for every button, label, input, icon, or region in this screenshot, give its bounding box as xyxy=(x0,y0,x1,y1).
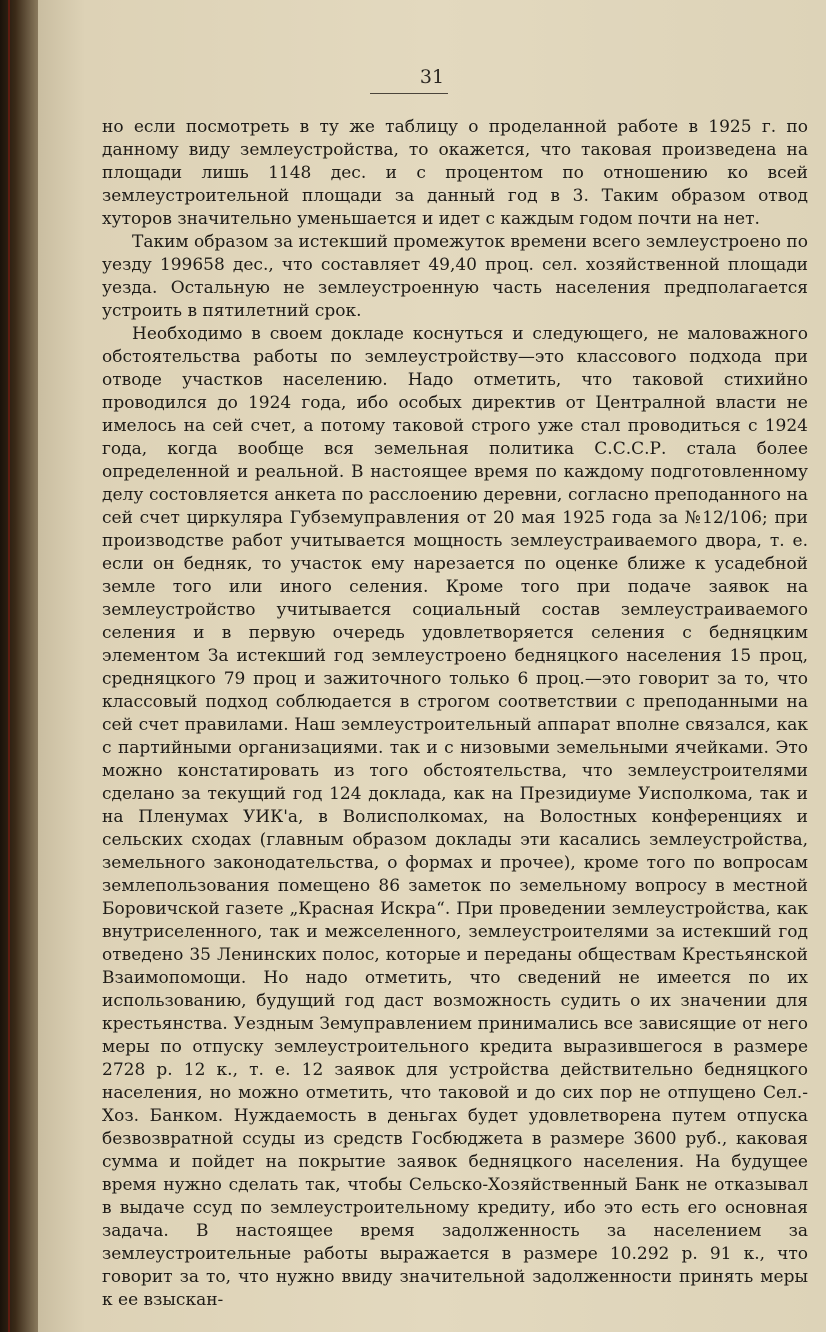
book-binding-edge xyxy=(0,0,38,1332)
page-number: 31 xyxy=(419,66,445,88)
paragraph-class-approach: Необходимо в своем докладе коснуться и следующего, не маловажного обстоятельства работы по землеустройству—это классового подхода при отводе участков населению. Надо отметить, что таковой стихийно проводился до 1924 года, ибо особых директив от Централной власти не имелось на сей счет, а потому таковой строго уже стал проводиться с 1924 года, когда вообще вся земельная политика С.С.С.Р. стала более определенной и реальной. В настоящее время по каждому подготовленному делу состовляется анкета по расслоению деревни, согласно преподанного на сей счет циркуляра Губземуправления от 20 мая 1925 года за №12/106; при производстве работ учитывается мощность землеустраиваемого двора, т. е. если он бедняк, то участок ему нарезается по оценке ближе к усадебной земле того или иного селения. Кроме того при подаче заявок на землеустройство учитывается социальный состав землеустраиваемого селения и в первую очередь удовлетворяется селения с бедняцким элементом За истекший год землеустроено бедняцкого населения 15 проц, средняцкого 79 проц и зажиточного только 6 проц.—это говорит за то, что классовый подход соблюдается в строгом соответствии с преподанными на сей счет правилами. Наш землеустроительный аппарат вполне связался, как с партийными организациями. так и с низовыми земельными ячейками. Это можно констатировать из того обстоятельства, что землеустроителями сделано за текущий год 124 доклада, как на Президиуме Уисполкома, так и на Пленумах УИК'а, в Волисполкомах, на Волостных конференциях и сельских сходах (главным образом доклады эти касались землеустройства, земельного законодательства, о формах и прочее), кроме того по вопросам землепользования помещено 86 заметок по земельному вопросу в местной Боровичской газете „Красная Искра“. При проведении землеустройства, как внутриселенного, так и межселенного, землеустроителями за истекший год отведено 35 Ленинских полос, которые и переданы обществам Крестьянской Взаимопомощи. Но надо отметить, что сведений не имеется по их использованию, будущий год даст возможность судить о их значении для крестьянства. Уездным Земуправлением принимались все зависящие от него меры по отпуску землеустроительного кредита выразившегося в размере 2728 р. 12 к., т. е. 12 заявок для устройства действительно бедняцкого населения, но можно отметить, что таковой и до сих пор не отпущено Сел.-Хоз. Банком. Нуждаемость в деньгах будет удовлетворена путем отпуска безвозвратной ссуды из средств Госбюджета в размере 3600 руб., каковая сумма и пойдет на покрытие заявок бедняцкого населения. На будущее время нужно сделать так, чтобы Сельско-Хозяйственный Банк не отказывал в выдаче ссуд по землеустроительному кредиту, ибо это есть его основная задача. В настоящее время задолженность за населением за землеустроительные работы выражается в размере 10.292 р. 91 к., что говорит за то, что нужно ввиду значительной задолженности принять меры к ее взыскан- xyxy=(102,324,808,1310)
body-text xyxy=(102,116,808,1312)
page-number-underline xyxy=(370,93,448,94)
paragraph-continuation: но если посмотреть в ту же таблицу о проделанной работе в 1925 г. по данному виду землеустройства, то окажется, что таковая произведена на площади лишь 1148 дес. и с процентом по отношению ко всей землеустроительной площади за данный год в 3. Таким образом отвод хуторов значительно уменьшается и идет с каждым годом почти на нет. xyxy=(102,117,808,229)
document-page xyxy=(38,0,826,1332)
paragraph-total-land: Таким образом за истекший промежуток времени всего землеустроено по уезду 199658 дес., что составляет 49,40 проц. сел. хозяйственной площади уезда. Остальную не землеустроенную часть населения предполагается устроить в пятилетний срок. xyxy=(102,232,808,321)
scan-edge-line xyxy=(8,0,10,1332)
